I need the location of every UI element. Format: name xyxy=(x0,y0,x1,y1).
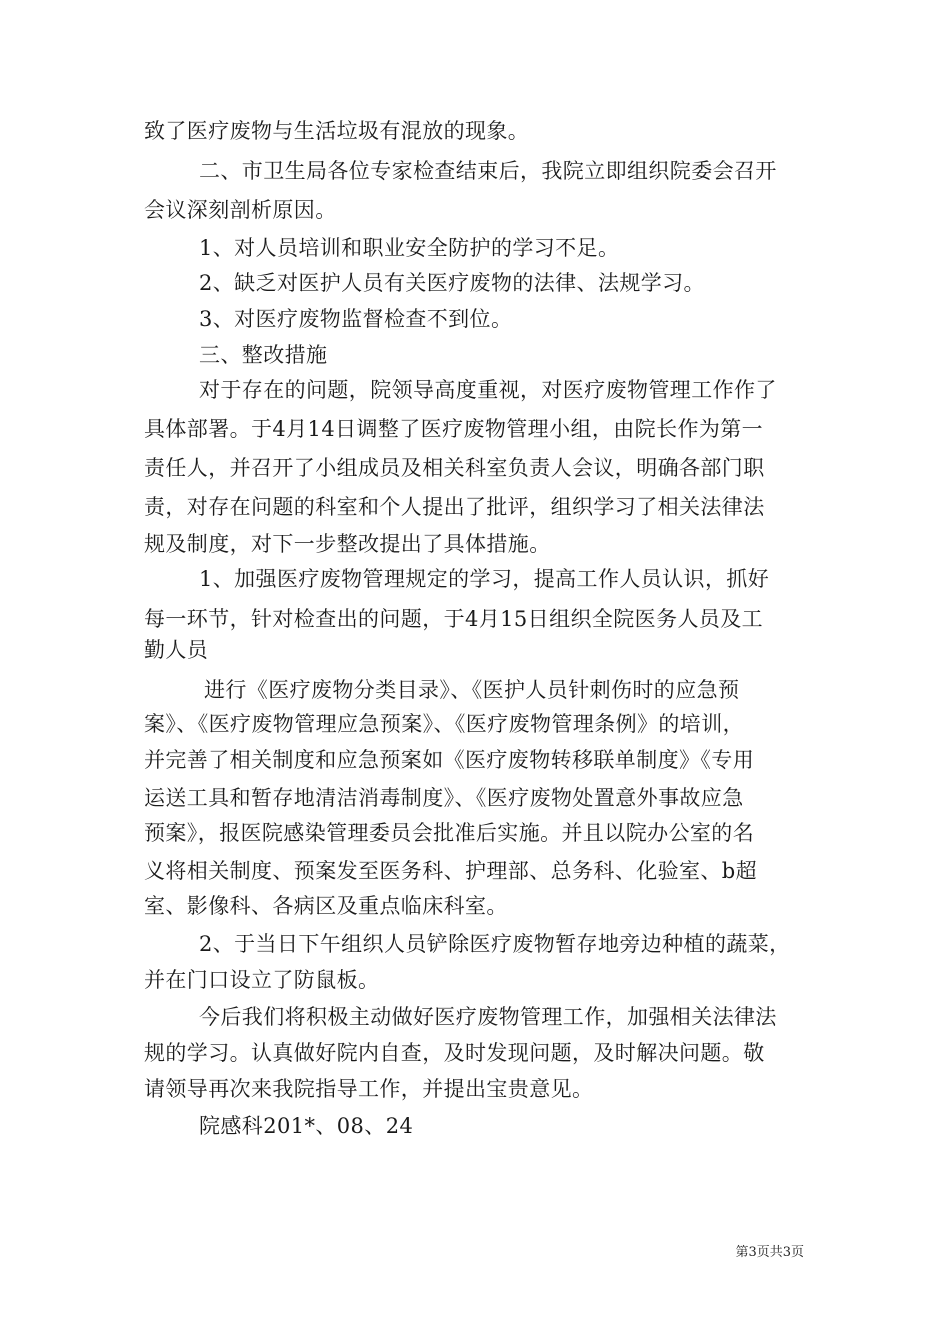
text-line: 责，对存在问题的科室和个人提出了批评，组织学习了相关法律法 xyxy=(144,495,765,519)
text-line: 每一环节，针对检查出的问题，于4月15日组织全院医务人员及工 xyxy=(144,607,764,631)
text-line: 会议深刻剖析原因。 xyxy=(144,198,337,222)
text-line: 请领导再次来我院指导工作，并提出宝贵意见。 xyxy=(144,1077,594,1101)
text-line: 预案》，报医院感染管理委员会批准后实施。并且以院办公室的名 xyxy=(144,821,755,845)
text-line: 运送工具和暂存地清洁消毒制度》、《医疗废物处置意外事故应急 xyxy=(144,786,744,810)
text-line: 进行《医疗废物分类目录》、《医护人员针刺伤时的应急预 xyxy=(204,678,740,702)
text-line: 并在门口设立了防鼠板。 xyxy=(144,968,380,992)
text-line: 今后我们将积极主动做好医疗废物管理工作，加强相关法律法 xyxy=(199,1005,777,1029)
page-number: 第3页共3页 xyxy=(735,1245,804,1260)
text-line: 具体部署。于4月14日调整了医疗废物管理小组，由院长作为第一 xyxy=(144,417,764,441)
text-line: 二、市卫生局各位专家检查结束后，我院立即组织院委会召开 xyxy=(199,159,777,183)
text-line: 责任人，并召开了小组成员及相关科室负责人会议，明确各部门职 xyxy=(144,456,765,480)
text-line: 2、缺乏对医护人员有关医疗废物的法律、法规学习。 xyxy=(199,271,705,295)
text-line: 1、加强医疗废物管理规定的学习，提高工作人员认识，抓好 xyxy=(199,567,770,591)
text-line: 规及制度，对下一步整改提出了具体措施。 xyxy=(144,532,551,556)
text-line: 案》、《医疗废物管理应急预案》、《医疗废物管理条例》的培训， xyxy=(144,712,744,736)
text-line: 义将相关制度、预案发至医务科、护理部、总务科、化验室、b超 xyxy=(144,859,758,883)
text-line: 对于存在的问题，院领导高度重视，对医疗废物管理工作作了 xyxy=(199,378,777,402)
text-line: 勤人员 xyxy=(144,638,209,662)
text-line: 室、影像科、各病区及重点临床科室。 xyxy=(144,894,508,918)
text-line: 规的学习。认真做好院内自查，及时发现问题，及时解决问题。敬 xyxy=(144,1041,765,1065)
text-line: 1、对人员培训和职业安全防护的学习不足。 xyxy=(199,236,620,260)
text-line: 致了医疗废物与生活垃圾有混放的现象。 xyxy=(144,119,530,143)
section-heading: 三、整改措施 xyxy=(199,343,328,367)
signature-date: 院感科201*、08、24 xyxy=(199,1114,414,1138)
text-line: 3、对医疗废物监督检查不到位。 xyxy=(199,307,513,331)
text-line: 2、于当日下午组织人员铲除医疗废物暂存地旁边种植的蔬菜， xyxy=(199,932,791,956)
text-line: 并完善了相关制度和应急预案如《医疗废物转移联单制度》《专用 xyxy=(144,748,755,772)
